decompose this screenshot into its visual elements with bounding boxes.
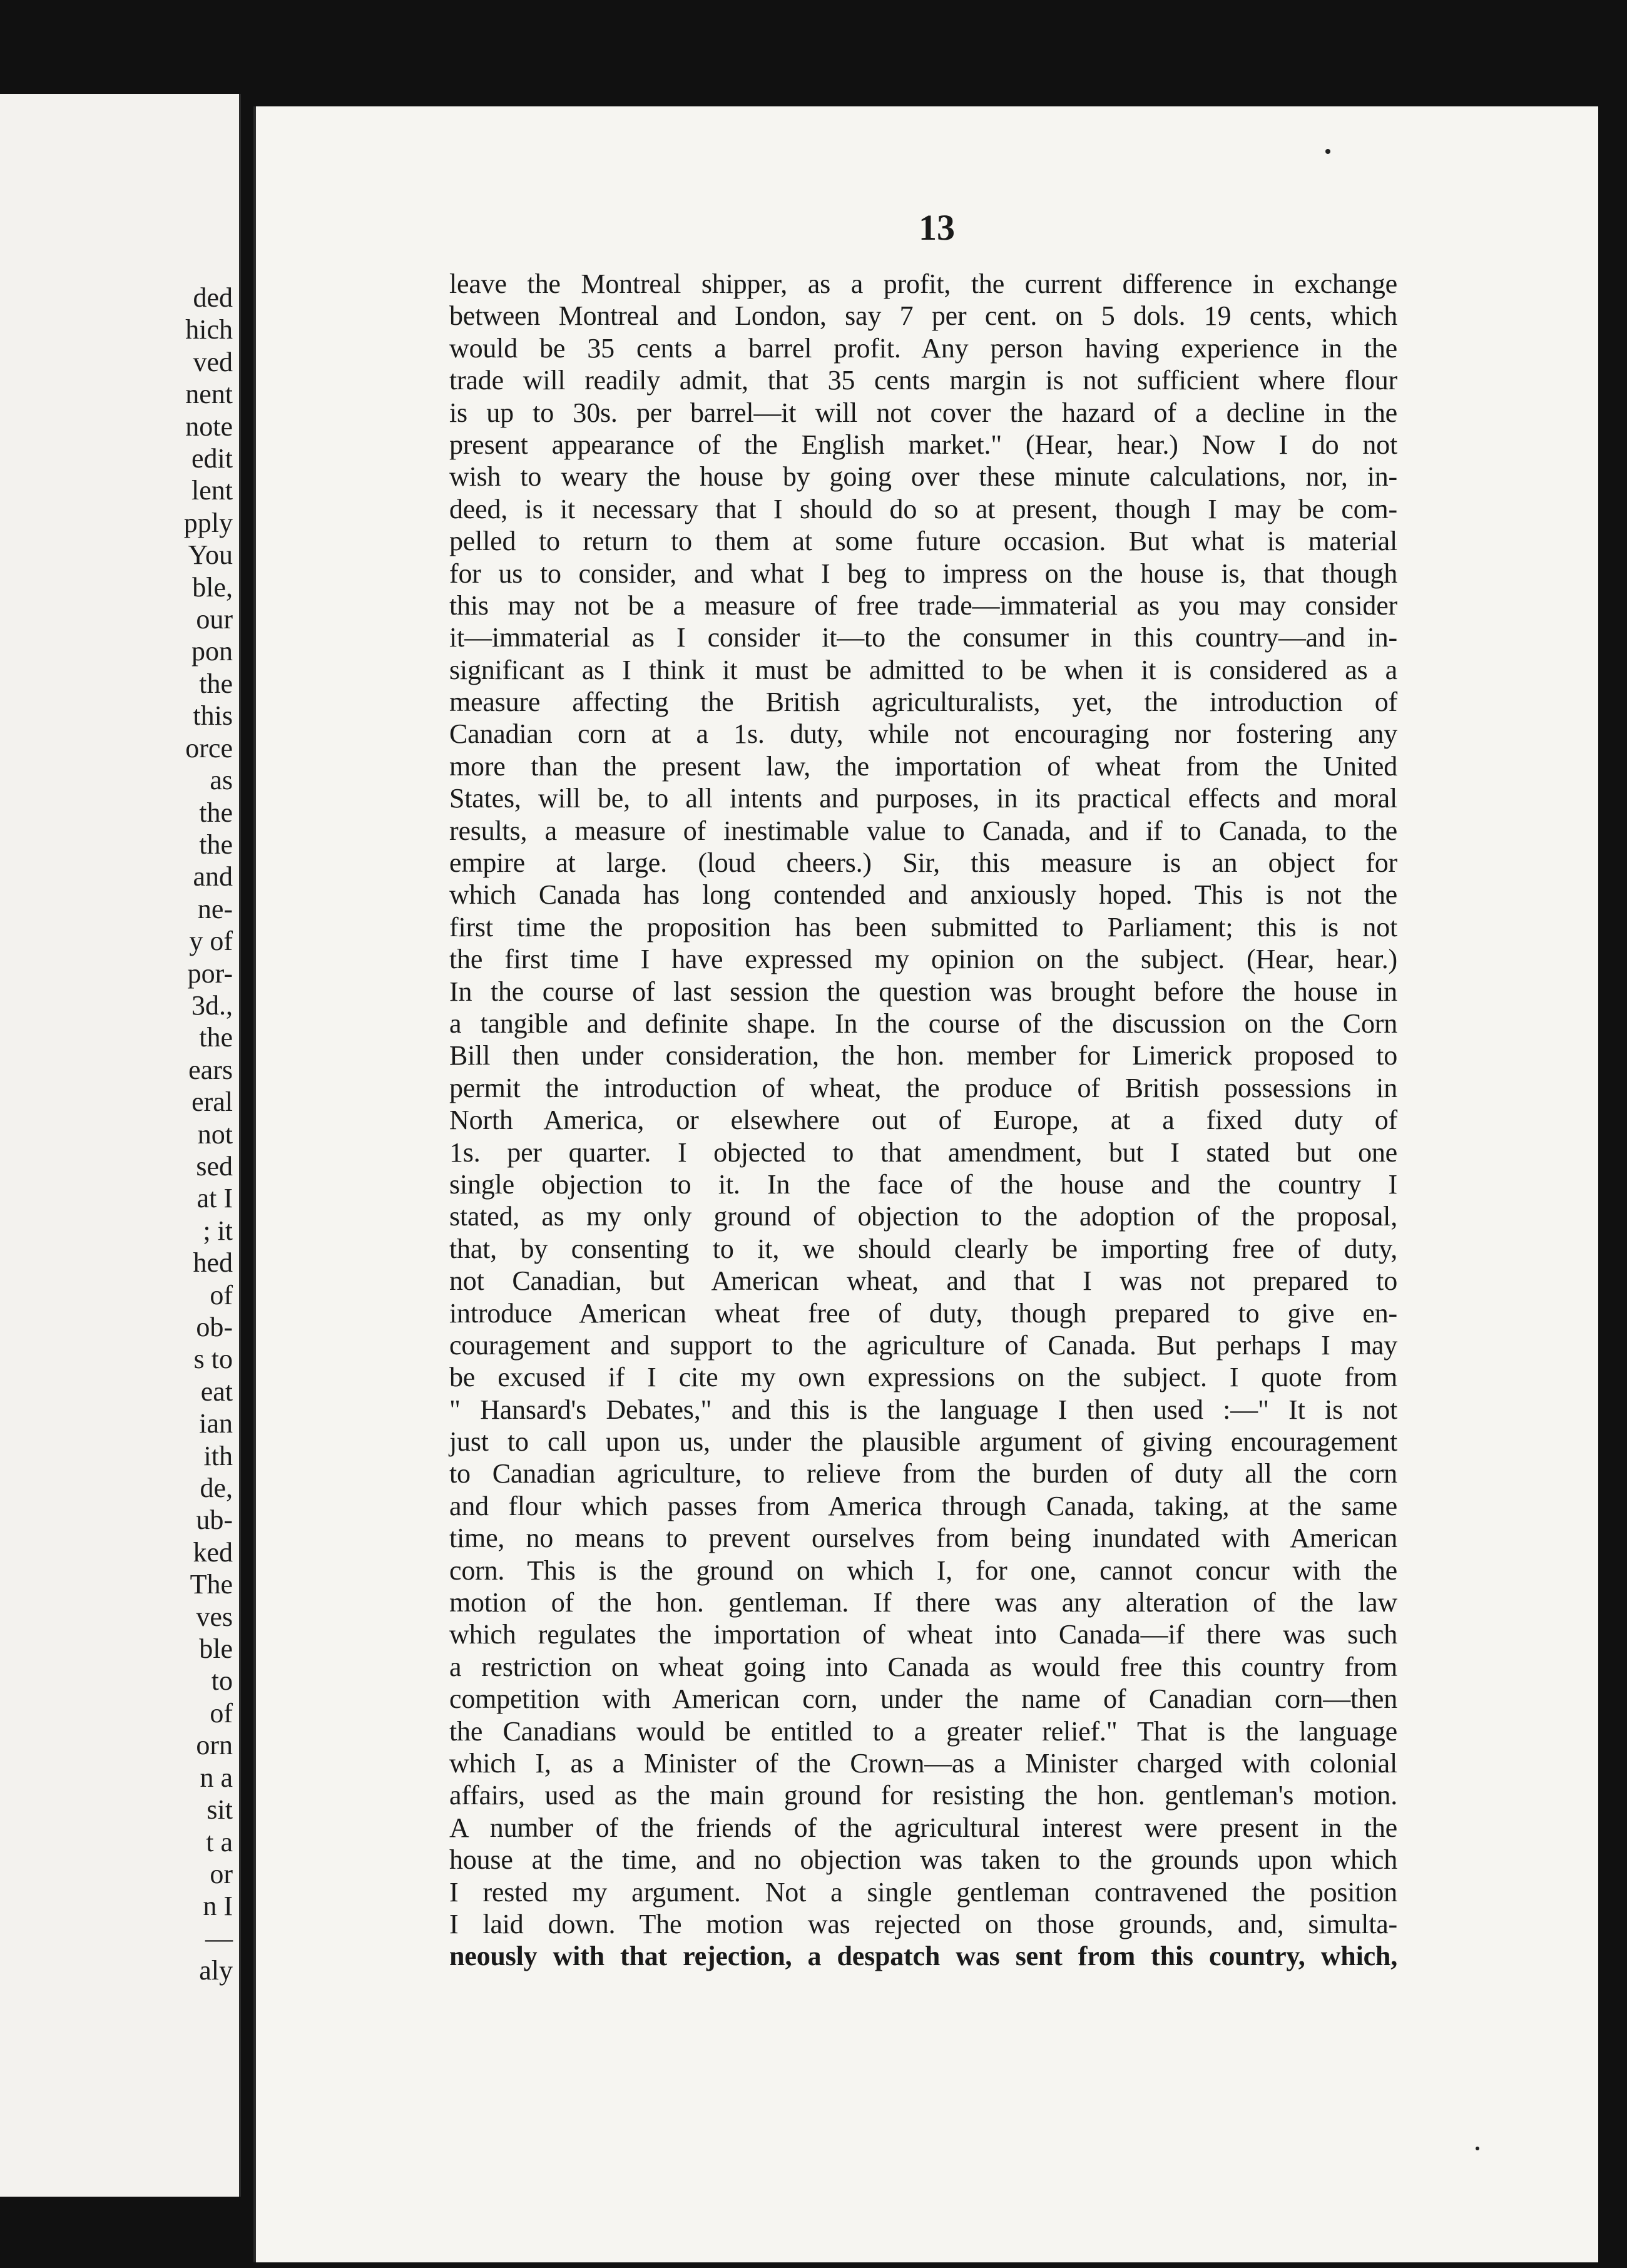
text-line: that, by consenting to it, we should clearly be importing free of duty, — [449, 1233, 1397, 1264]
text-line: A number of the friends of the agricultural interest were present in the — [449, 1812, 1397, 1843]
left-page-fragment: 3d., — [191, 989, 233, 1021]
left-page-fragment: eral — [191, 1086, 233, 1118]
left-page-fragment: — — [205, 1923, 233, 1954]
left-page-fragment: ith — [203, 1440, 233, 1471]
text-line: Bill then under consideration, the hon. member for Limerick proposed to — [449, 1040, 1397, 1071]
text-line: North America, or elsewhere out of Europe, at a fixed duty of — [449, 1105, 1397, 1136]
left-page-fragment: ded — [193, 282, 233, 313]
text-line: which Canada has long contended and anxiously hoped. This is not the — [449, 879, 1397, 911]
text-line: I laid down. The motion was rejected on those grounds, and, simulta- — [449, 1908, 1397, 1939]
page-number: 13 — [919, 207, 955, 248]
text-line: competition with American corn, under the name of Canadian corn—then — [449, 1683, 1397, 1715]
left-page-fragment: de, — [200, 1473, 233, 1504]
left-page-fragment: or — [210, 1858, 233, 1889]
left-page-fragment: of — [210, 1279, 233, 1310]
left-page-fragment: sed — [196, 1150, 233, 1182]
text-line: introduce American wheat free of duty, though prepared to give en- — [449, 1297, 1397, 1329]
left-page-fragment: aly — [199, 1955, 233, 1986]
text-line: results, a measure of inestimable value to Canada, and if to Canada, to the — [449, 815, 1397, 846]
text-line: a restriction on wheat going into Canada as would free this country from — [449, 1651, 1397, 1682]
text-line: house at the time, and no objection was taken to the grounds upon which — [449, 1844, 1397, 1876]
text-line: which regulates the importation of wheat into Canada—if there was such — [449, 1619, 1397, 1650]
text-line: " Hansard's Debates," and this is the language I then used :—" It is not — [449, 1394, 1397, 1425]
left-page-fragment: hed — [193, 1247, 233, 1279]
left-page-fragment: sit — [207, 1794, 233, 1826]
text-line: stated, as my only ground of objection to the adoption of the proposal, — [449, 1201, 1397, 1232]
left-page-fragment: ub- — [196, 1504, 233, 1536]
left-page-fragment: edit — [191, 443, 233, 474]
body-text — [449, 268, 1397, 1973]
text-line: measure affecting the British agriculturalists, yet, the introduction of — [449, 687, 1397, 718]
text-line: which I, as a Minister of the Crown—as a Minister charged with colonial — [449, 1747, 1397, 1779]
left-page-fragment: the — [199, 1022, 233, 1053]
left-page-fragment: the — [199, 797, 233, 828]
text-line: to Canadian agriculture, to relieve from the burden of duty all the corn — [449, 1458, 1397, 1489]
text-line: trade will readily admit, that 35 cents margin is not sufficient where flour — [449, 365, 1397, 396]
left-page-fragment: to — [211, 1665, 233, 1697]
left-page-fragment: and — [193, 861, 233, 892]
text-line: more than the present law, the importation of wheat from the United — [449, 750, 1397, 782]
text-line: permit the introduction of wheat, the produce of British possessions in — [449, 1072, 1397, 1103]
left-page-fragment: orn — [196, 1730, 233, 1761]
text-line: not Canadian, but American wheat, and that I was not prepared to — [449, 1265, 1397, 1297]
text-line: between Montreal and London, say 7 per cent. on 5 dols. 19 cents, which — [449, 300, 1397, 332]
text-line: deed, is it necessary that I should do so at present, though I may be com- — [449, 493, 1397, 524]
text-line: neously with that rejection, a despatch was sent from this country, which, — [449, 1941, 1397, 1972]
text-line: the Canadians would be entitled to a greater relief." That is the language — [449, 1715, 1397, 1747]
left-page-fragment: n a — [200, 1762, 233, 1793]
left-page-fragment: note — [185, 411, 233, 442]
left-page-fragment: lent — [191, 475, 233, 506]
ink-speck — [1476, 2147, 1479, 2150]
left-page-fragment: our — [196, 604, 233, 635]
left-page-fragment: ian — [199, 1408, 233, 1439]
left-page-fragment: The — [190, 1569, 233, 1600]
text-line: corn. This is the ground on which I, for one, cannot concur with the — [449, 1555, 1397, 1586]
left-page-text-fragments — [184, 282, 233, 1987]
left-page-fragment: at I — [196, 1183, 233, 1214]
left-page-fragment: ; it — [203, 1215, 233, 1246]
text-line: leave the Montreal shipper, as a profit, the current difference in exchange — [449, 268, 1397, 299]
text-line: present appearance of the English market." (Hear, hear.) Now I do not — [449, 429, 1397, 460]
text-line: first time the proposition has been submitted to Parliament; this is not — [449, 911, 1397, 942]
left-page-fragment: the — [199, 668, 233, 699]
text-line: wish to weary the house by going over these minute calculations, nor, in- — [449, 461, 1397, 493]
left-page-fragment: s to — [193, 1344, 233, 1375]
left-page-fragment: pon — [191, 636, 233, 667]
text-line: time, no means to prevent ourselves from being inundated with American — [449, 1523, 1397, 1554]
text-line: significant as I think it must be admitted to be when it is considered as a — [449, 654, 1397, 685]
text-line: In the course of last session the question was brought before the house in — [449, 976, 1397, 1007]
left-page-fragment: n I — [203, 1891, 233, 1922]
left-page-fragment: ears — [188, 1054, 233, 1085]
text-line: I rested my argument. Not a single gentleman contravened the position — [449, 1876, 1397, 1908]
text-line: is up to 30s. per barrel—it will not cover the hazard of a decline in the — [449, 397, 1397, 428]
left-page — [0, 94, 241, 2197]
ink-speck — [1325, 149, 1330, 154]
left-page-fragment: this — [193, 700, 233, 732]
text-line: 1s. per quarter. I objected to that amendment, but I stated but one — [449, 1137, 1397, 1168]
text-line: Canadian corn at a 1s. duty, while not encouraging nor fostering any — [449, 718, 1397, 750]
text-line: for us to consider, and what I beg to impress on the house is, that though — [449, 558, 1397, 589]
left-page-fragment: ob- — [196, 1312, 233, 1342]
left-page-fragment: pply — [183, 507, 233, 538]
left-page-fragment: ved — [193, 346, 233, 377]
left-page-fragment: the — [199, 829, 233, 860]
text-line: this may not be a measure of free trade—immaterial as you may consider — [449, 590, 1397, 621]
left-page-fragment: y of — [189, 926, 233, 957]
left-page-fragment: as — [210, 765, 233, 796]
text-line: a tangible and definite shape. In the course of the discussion on the Corn — [449, 1008, 1397, 1039]
left-page-fragment: ves — [196, 1601, 233, 1632]
text-line: the first time I have expressed my opinion on the subject. (Hear, hear.) — [449, 944, 1397, 975]
left-page-fragment: eat — [200, 1376, 233, 1407]
left-page-fragment: You — [188, 539, 233, 571]
text-line: States, will be, to all intents and purposes, in its practical effects and moral — [449, 783, 1397, 814]
text-line: would be 35 cents a barrel profit. Any person having experience in the — [449, 332, 1397, 364]
left-page-fragment: ked — [193, 1536, 233, 1568]
left-page-fragment: ne- — [197, 893, 233, 924]
text-line: single objection to it. In the face of the house and the country I — [449, 1168, 1397, 1200]
left-page-fragment: orce — [185, 732, 233, 764]
left-page-fragment: not — [197, 1118, 233, 1150]
text-line: affairs, used as the main ground for resisting the hon. gentleman's motion. — [449, 1780, 1397, 1811]
left-page-fragment: nent — [185, 379, 233, 410]
left-page-fragment: ble, — [192, 571, 233, 603]
text-line: just to call upon us, under the plausible argument of giving encouragement — [449, 1426, 1397, 1458]
text-line: it—immaterial as I consider it—to the consumer in this country—and in- — [449, 622, 1397, 653]
left-page-fragment: por- — [187, 958, 233, 989]
left-page-fragment: ble — [199, 1633, 233, 1665]
text-line: be excused if I cite my own expressions on the subject. I quote from — [449, 1362, 1397, 1393]
left-page-fragment: t a — [206, 1826, 233, 1857]
text-line: and flour which passes from America through Canada, taking, at the same — [449, 1490, 1397, 1521]
text-line: motion of the hon. gentleman. If there was any alteration of the law — [449, 1587, 1397, 1618]
text-line: pelled to return to them at some future occasion. But what is material — [449, 526, 1397, 557]
text-line: empire at large. (loud cheers.) Sir, this measure is an object for — [449, 847, 1397, 879]
left-page-fragment: of — [210, 1697, 233, 1729]
left-page-fragment: hich — [185, 314, 233, 345]
text-line: couragement and support to the agriculture of Canada. But perhaps I may — [449, 1329, 1397, 1361]
